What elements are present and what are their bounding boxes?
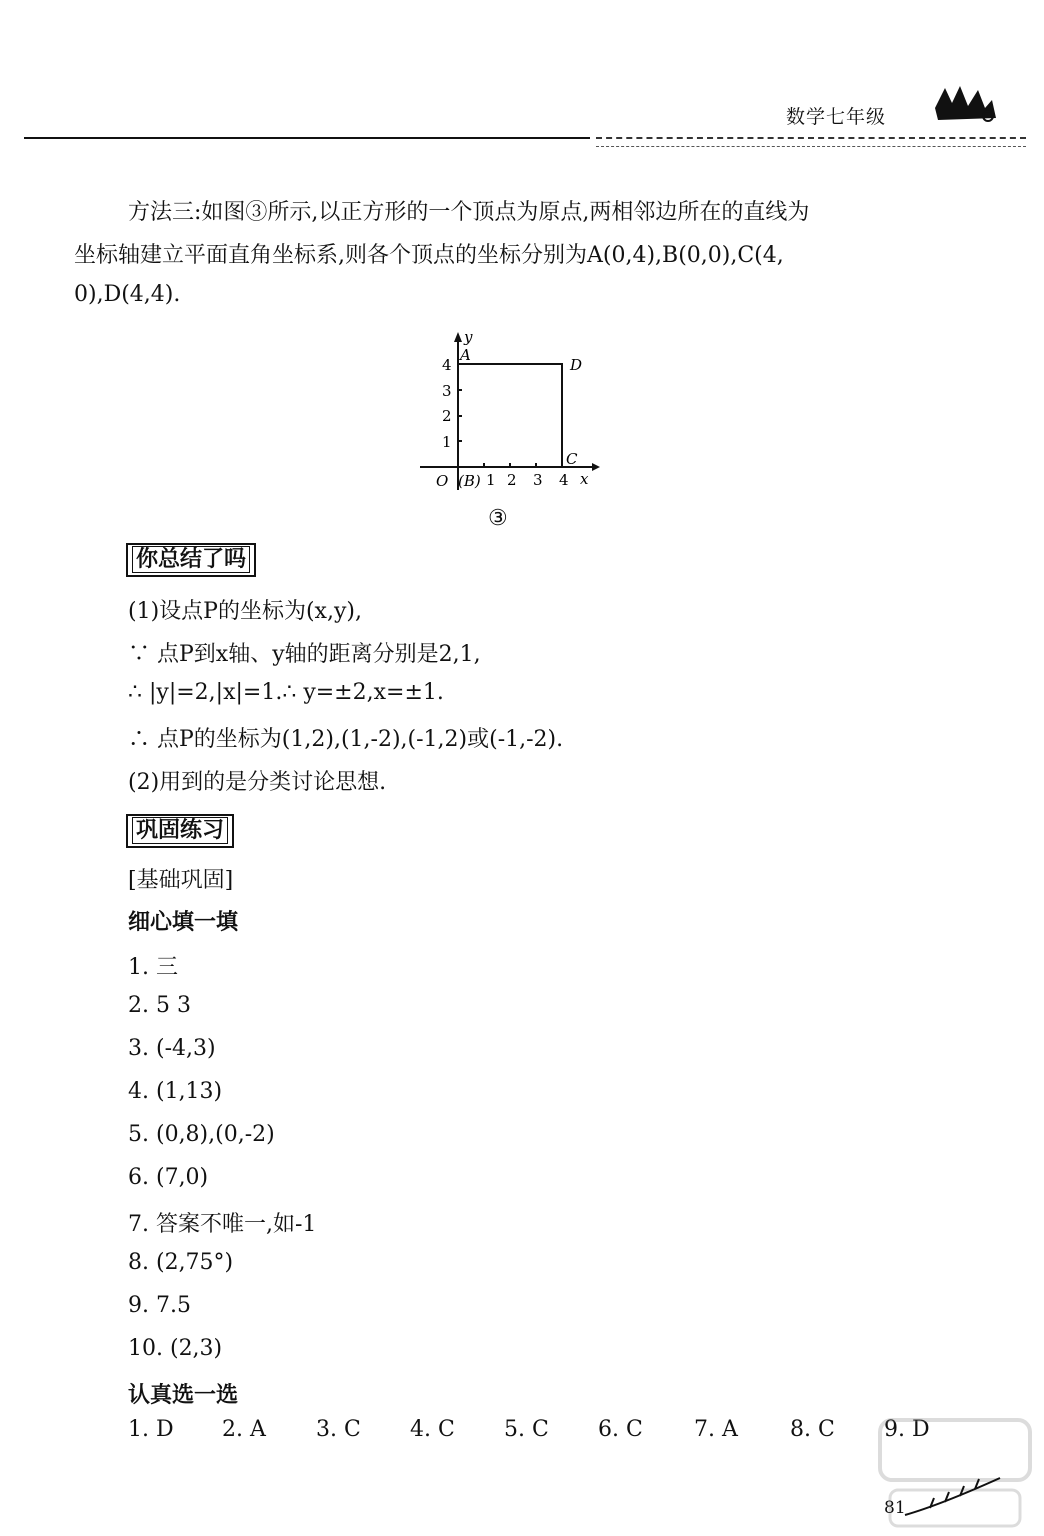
fill-answer-6: 6. (7,0) [128,1165,209,1190]
method3-line1: 方法三:如图③所示,以正方形的一个顶点为原点,两相邻边所在的直线为 [128,200,810,225]
x-tick-label-1: 1 [486,471,496,489]
leaf-decoration-icon [900,1470,1010,1520]
summary-heading-text: 你总结了吗 [132,546,250,573]
choice-answer-8: 8. C [790,1417,835,1442]
header-title: 数学七年级 [786,106,887,128]
fill-answer-7: 7. 答案不唯一,如-1 [128,1212,317,1237]
x-axis-label: x [580,470,589,488]
choice-answer-7: 7. A [694,1417,738,1442]
method3-line2: 坐标轴建立平面直角坐标系,则各个顶点的坐标分别为A(0,4),B(0,0),C(4, [74,243,784,268]
fill-answer-5: 5. (0,8),(0,-2) [128,1122,275,1147]
y-tick-label-4: 4 [442,356,452,374]
method3-line3: 0),D(4,4). [74,282,181,307]
fill-answer-2: 2. 5 3 [128,993,191,1018]
fill-answer-4: 4. (1,13) [128,1079,223,1104]
practice-heading-text: 巩固练习 [132,817,228,844]
x-tick-label-2: 2 [507,471,517,489]
summary-line-4: ∴ 点P的坐标为(1,2),(1,-2),(-1,2)或(-1,-2). [128,727,564,752]
fill-answer-8: 8. (2,75°) [128,1250,234,1275]
header-dashed-rule-2 [596,146,1026,147]
y-axis-label: y [464,330,473,346]
y-tick-label-1: 1 [442,433,452,451]
mascot-logo-icon [930,78,1000,128]
coordinate-figure [412,330,612,500]
header-dashed-rule [596,137,1026,139]
point-d-label: D [570,356,583,374]
x-tick-label-3: 3 [533,471,543,489]
practice-heading [126,814,234,848]
choice-answer-3: 3. C [316,1417,361,1442]
point-c-label: C [566,450,578,468]
figure-caption: ③ [488,506,508,531]
choice-answers-row [128,1417,948,1447]
choice-answer-1: 1. D [128,1417,174,1442]
summary-line-2: ∵ 点P到x轴、y轴的距离分别是2,1, [128,642,481,667]
choice-heading: 认真选一选 [128,1383,239,1408]
choice-answer-6: 6. C [598,1417,643,1442]
choice-answer-4: 4. C [410,1417,455,1442]
y-tick-label-2: 2 [442,407,452,425]
summary-line-5: (2)用到的是分类讨论思想. [128,770,387,795]
header-rule [24,137,590,139]
summary-heading [126,543,256,577]
fill-answer-9: 9. 7.5 [128,1293,191,1318]
y-tick-label-3: 3 [442,382,452,400]
fill-answer-10: 10. (2,3) [128,1336,223,1361]
x-axis-arrow [592,463,600,471]
x-tick-label-4: 4 [559,471,569,489]
point-a-label: A [460,346,471,364]
square [458,364,562,467]
summary-line-1: (1)设点P的坐标为(x,y), [128,599,362,624]
origin-label: O [436,472,449,490]
choice-answer-5: 5. C [504,1417,549,1442]
summary-line-3: ∴ |y|=2,|x|=1.∴ y=±2,x=±1. [128,680,444,705]
page-number: 81 [884,1498,906,1518]
practice-subheading: [基础巩固] [128,868,234,893]
fill-answer-3: 3. (-4,3) [128,1036,216,1061]
y-axis-arrow [454,332,462,342]
fill-answer-1: 1. 三 [128,955,178,980]
choice-answer-9: 9. D [884,1417,930,1442]
origin-b-label: (B) [458,472,481,490]
fill-heading: 细心填一填 [128,910,239,935]
choice-answer-2: 2. A [222,1417,266,1442]
